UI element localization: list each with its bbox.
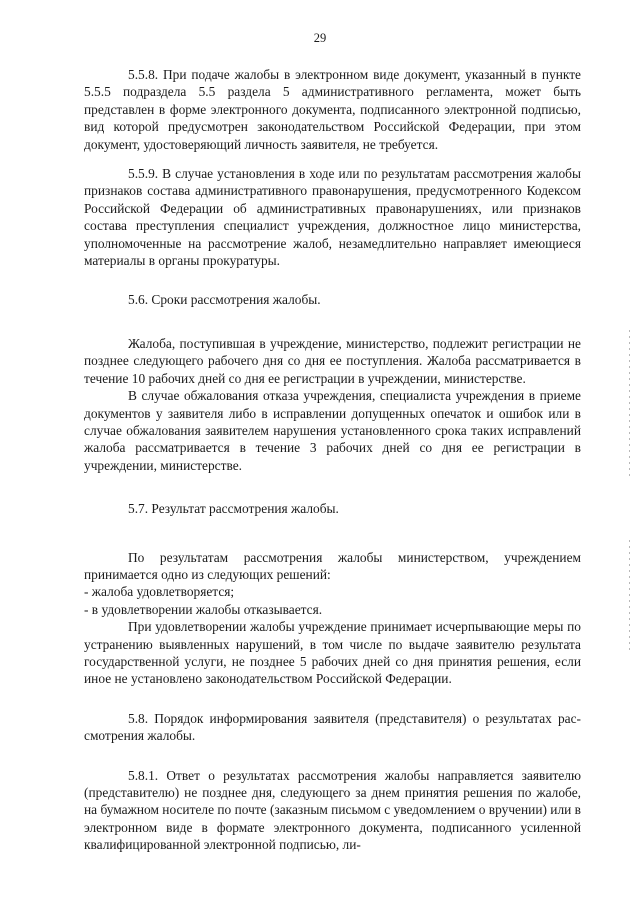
paragraph-5-8-1: 5.8.1. Ответ о результатах рассмотрения жалобы направляется заявителю (представителю) не позднее дня, следующего за днем принятия решения по жалобе, на бумажном носителе по почте (заказным письмом с уведомлением о вручении) или в электронном виде в формате электронного документа, подписанного усиленной квалифицированной электронной подписью, ли- bbox=[84, 767, 581, 853]
paragraph-registration-term: Жалоба, поступившая в учреждение, министерство, подлежит регистрации не позднее следующего рабочего дня со дня ее поступления. Жалоба рассматривается в течение 10 рабочих дней со дня ее регистрации в учреждении, министерстве. bbox=[84, 335, 581, 386]
paragraph-5-5-9: 5.5.9. В случае установления в ходе или по результатам рассмотрения жалобы признаков состава административного правонарушения, предусмотренного Кодексом Российской Федерации об административных правонарушениях, или признаков состава преступления специалист учреждения, должностное лицо министерства, уполномоченные на рассмотрение жалоб, незамедлительно направляет имеющиеся материалы в органы прокуратуры. bbox=[84, 166, 581, 269]
list-item-satisfied: - жалоба удовлетворяется; bbox=[84, 584, 235, 600]
paragraph-satisfaction-measures: При удовлетворении жалобы учреждение принимает исчерпывающие меры по устранению выявленных нарушений, в том числе по выдаче заявителю результата государственной услуги, не позднее 5 рабочих дней со дня принятия решения, если иное не установлено законодательством Российской Федерации. bbox=[84, 619, 581, 687]
section-heading-5-6: 5.6. Сроки рассмотрения жалобы. bbox=[128, 292, 321, 308]
section-heading-5-7: 5.7. Результат рассмотрения жалобы. bbox=[128, 501, 339, 517]
paragraph-appeal-term: В случае обжалования отказа учреждения, специалиста учреждения в приеме документов у заявителя либо в исправлении допущенных опечаток и ошибок или в случае обжалования заявителем нарушения установленного срока таких исправлений жалоба рассматривается в течение 3 рабочих дней со дня ее регистрации в учреждении, министерстве. bbox=[84, 388, 581, 473]
section-heading-5-8: 5.8. Порядок информирования заявителя (представителя) о результатах рас-смотрения жалобы. bbox=[84, 710, 581, 744]
scan-margin-mark bbox=[629, 540, 630, 650]
scan-margin-mark bbox=[629, 330, 630, 480]
paragraph-5-5-8: 5.5.8. При подаче жалобы в электронном виде документ, указанный в пункте 5.5.5 подраздела 5.5 раздела 5 административного регламента, может быть представлен в форме электронного документа, подписанного электронной подписью, вид которой предусмотрен законодательством Российской Федерации, при этом документ, удостоверяющий личность заявителя, не требуется. bbox=[84, 67, 581, 152]
document-body bbox=[84, 66, 581, 854]
paragraph-decision-options: По результатам рассмотрения жалобы министерством, учреждением принимается одно из следующих решений: bbox=[84, 549, 581, 582]
list-item-refused: - в удовлетворении жалобы отказывается. bbox=[84, 601, 323, 617]
page-number: 29 bbox=[313, 31, 327, 45]
